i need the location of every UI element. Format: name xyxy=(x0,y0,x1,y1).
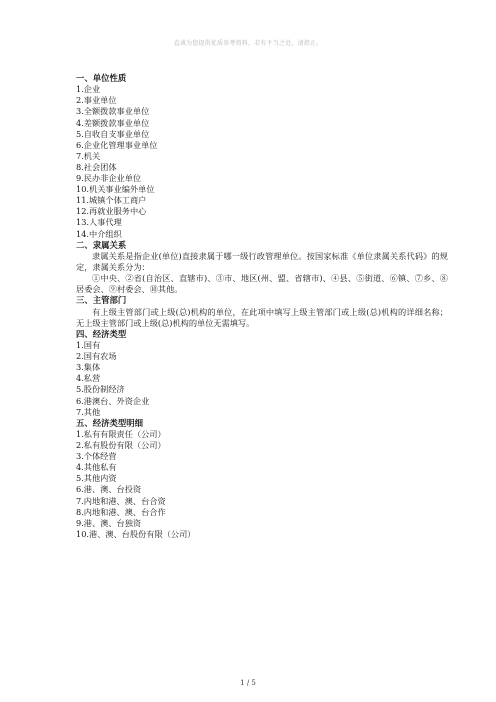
list-item: 3.集体 xyxy=(76,362,101,373)
list-item: 6.港澳台、外资企业 xyxy=(76,395,150,406)
list-item: 12.再就业服务中心 xyxy=(76,206,147,217)
list-item: 1.私有有限责任（公司） xyxy=(76,429,166,440)
list-item: 9.民办非企业单位 xyxy=(76,173,142,184)
list-item: 14.中介组织 xyxy=(76,228,122,239)
list-item: 4.其他私有 xyxy=(76,462,117,473)
list-item: 3.个体经营 xyxy=(76,451,117,462)
list-item: 3.全额拨款事业单位 xyxy=(76,106,150,117)
list-item: 2.私有股份有限（公司） xyxy=(76,440,166,451)
header-note: 直诚为您提供优质参考资料，若有不当之处，请指正。 xyxy=(173,40,323,47)
list-item: 1.国有 xyxy=(76,340,101,351)
list-item: 7.机关 xyxy=(76,150,101,161)
list-item: 7.其他 xyxy=(76,406,101,417)
list-item: 5.自收自支事业单位 xyxy=(76,128,150,139)
section-heading: 四、经济类型 xyxy=(76,328,127,339)
paragraph: 隶属关系是指企业(单位)直接隶属于哪一级行政管理单位。按国家标准《单位隶属关系代码》的规定，隶属关系分为： xyxy=(76,250,448,272)
list-item: 6.企业化管理事业单位 xyxy=(76,139,158,150)
list-item: 4.私营 xyxy=(76,373,101,384)
list-item: 6.港、澳、台投资 xyxy=(76,484,142,495)
section-heading: 二、隶属关系 xyxy=(76,239,127,250)
list-item: 10.机关事业编外单位 xyxy=(76,184,155,195)
page-number: 1 / 5 xyxy=(240,679,256,687)
list-item: 8.社会团体 xyxy=(76,161,117,172)
list-item: 8.内地和港、澳、台合作 xyxy=(76,506,166,517)
section-heading: 一、单位性质 xyxy=(76,73,127,83)
list-item: 4.差额拨款事业单位 xyxy=(76,117,150,128)
list-item: 2.国有农场 xyxy=(76,351,117,362)
paragraph: 有上级主管部门或上级(总)机构的单位，在此项中填写上级主管部门或上级(总)机构的详细名称；无上级主管部门或上级(总)机构的单位无需填写。 xyxy=(76,306,448,328)
document-body xyxy=(76,73,448,540)
list-item: 5.股份制经济 xyxy=(76,384,125,395)
list-item: 9.港、澳、台独资 xyxy=(76,517,142,528)
list-item: 1.企业 xyxy=(76,84,101,95)
section-heading: 五、经济类型明细 xyxy=(76,417,143,428)
list-item: 10.港、澳、台股份有限（公司） xyxy=(76,528,196,539)
list-item: 7.内地和港、澳、台合资 xyxy=(76,495,166,506)
list-item: 13.人事代理 xyxy=(76,217,122,228)
list-item: 11.城镇个体工商户 xyxy=(76,195,147,206)
section-heading: 三、主管部门 xyxy=(76,295,127,306)
list-item: 2.事业单位 xyxy=(76,95,117,106)
paragraph: ①中央、②省(自治区、直辖市)、③市、地区(州、盟、省辖市)、④县、⑤街道、⑥镇、⑦乡、⑧居委会、⑨村委会、⑩其他。 xyxy=(76,273,448,295)
list-item: 5.其他内资 xyxy=(76,473,117,484)
